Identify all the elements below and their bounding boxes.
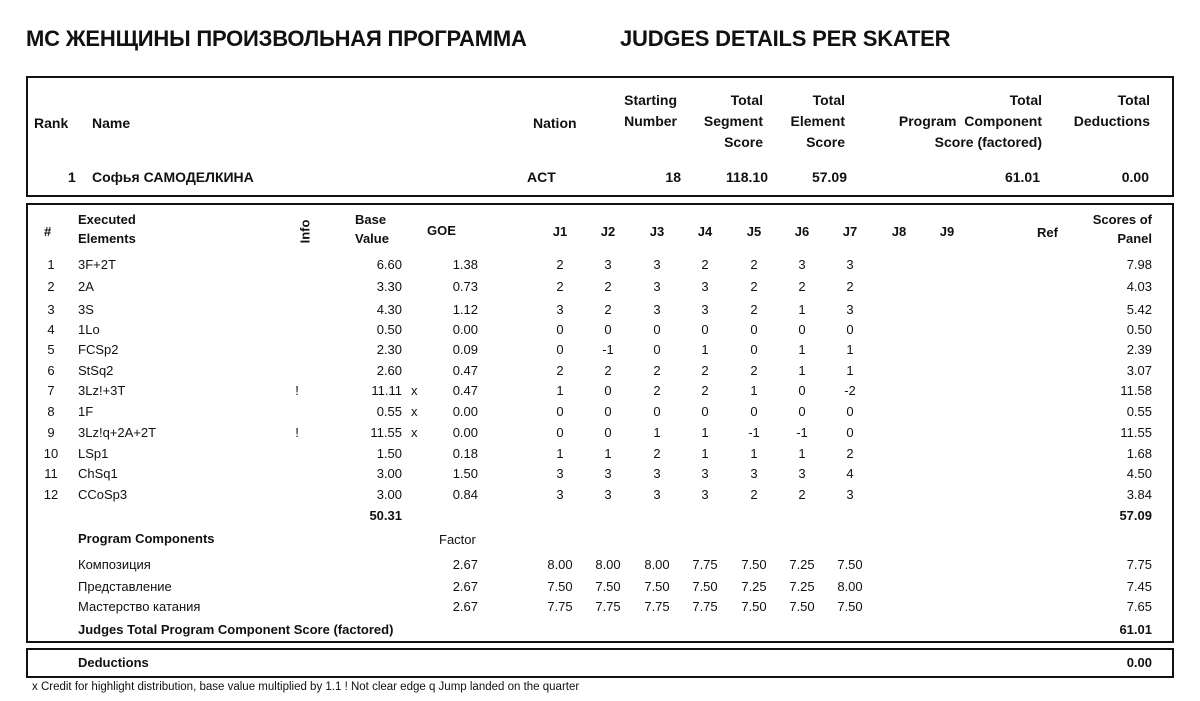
element-bonus-marker: x: [411, 383, 418, 398]
judge-goe-1: 2: [556, 279, 564, 294]
element-panel-score: 11.55: [1120, 425, 1152, 440]
judge-component-2: 7.75: [595, 599, 621, 614]
judge-goe-7: 4: [846, 466, 854, 481]
judge-component-7: 7.50: [837, 599, 863, 614]
factor-label: Factor: [439, 532, 476, 547]
judge-component-4: 7.75: [692, 599, 718, 614]
judge-goe-2: 3: [604, 257, 612, 272]
judge-goe-6: 0: [798, 404, 806, 419]
element-num: 4: [47, 322, 55, 337]
judge-header-1: J1: [552, 224, 568, 239]
judge-goe-4: 3: [701, 279, 709, 294]
element-base-value: 3.00: [376, 466, 402, 481]
judge-goe-3: 2: [653, 446, 661, 461]
judge-goe-7: 1: [846, 342, 854, 357]
judge-header-5: J5: [746, 224, 762, 239]
judge-component-5: 7.50: [741, 557, 767, 572]
element-goe: 0.00: [452, 404, 478, 419]
judge-goe-3: 3: [653, 279, 661, 294]
judge-component-3: 7.50: [644, 579, 670, 594]
judge-goe-2: -1: [602, 342, 614, 357]
judge-component-1: 7.50: [547, 579, 573, 594]
deductions-box: [26, 648, 1174, 678]
num-header: #: [44, 224, 52, 239]
element-base-value: 4.30: [376, 302, 402, 317]
judge-goe-5: 2: [750, 302, 758, 317]
judge-goe-1: 3: [556, 302, 564, 317]
judge-goe-6: 0: [798, 383, 806, 398]
judge-goe-1: 1: [556, 446, 564, 461]
element-bonus-marker: x: [411, 425, 418, 440]
judge-goe-2: 0: [604, 404, 612, 419]
judge-component-5: 7.25: [741, 579, 767, 594]
component-panel-score: 7.45: [1126, 579, 1152, 594]
skater-rank: 1: [68, 169, 76, 185]
element-num: 12: [43, 487, 59, 502]
ref-header: Ref: [1037, 225, 1058, 240]
component-panel-score: 7.75: [1126, 557, 1152, 572]
element-goe: 0.47: [452, 383, 478, 398]
element-base-value: 2.60: [376, 363, 402, 378]
executed-elements-header: Executed Elements: [78, 212, 136, 246]
judge-goe-1: 0: [556, 404, 564, 419]
judge-goe-1: 2: [556, 363, 564, 378]
judge-goe-3: 3: [653, 302, 661, 317]
judge-goe-2: 2: [604, 363, 612, 378]
element-code: 2A: [78, 279, 94, 294]
element-base-value: 3.00: [376, 487, 402, 502]
judge-goe-4: 3: [701, 487, 709, 502]
component-name: Представление: [78, 579, 172, 594]
judge-goe-6: 1: [798, 363, 806, 378]
element-base-value: 6.60: [376, 257, 402, 272]
skater-total-deductions: 0.00: [1121, 169, 1149, 185]
skater-nation: ACT: [527, 169, 556, 185]
judge-goe-3: 2: [653, 363, 661, 378]
starting-number-header: Starting Number: [624, 92, 677, 129]
judge-goe-5: 2: [750, 279, 758, 294]
base-value-header: Base Value: [355, 212, 389, 246]
element-code: 1F: [78, 404, 94, 419]
judge-goe-4: 3: [701, 302, 709, 317]
judge-goe-3: 2: [653, 383, 661, 398]
element-code: 3Lz!+3T: [78, 383, 126, 398]
element-panel-score: 1.68: [1126, 446, 1152, 461]
element-num: 5: [47, 342, 55, 357]
skater-name: Софья САМОДЕЛКИНА: [92, 169, 254, 185]
judge-header-4: J4: [697, 224, 713, 239]
element-panel-score: 0.55: [1126, 404, 1152, 419]
judge-goe-6: 1: [798, 342, 806, 357]
element-goe: 1.12: [452, 302, 478, 317]
element-num: 11: [44, 466, 58, 481]
judge-header-3: J3: [649, 224, 665, 239]
pcs-total-value: 61.01: [1119, 622, 1152, 637]
judge-goe-5: 0: [750, 342, 758, 357]
judge-goe-5: 2: [750, 257, 758, 272]
element-base-value: 1.50: [376, 446, 402, 461]
element-panel-score: 0.50: [1126, 322, 1152, 337]
judge-goe-5: 0: [750, 404, 758, 419]
element-goe: 0.84: [452, 487, 478, 502]
judge-header-6: J6: [794, 224, 810, 239]
element-base-value: 11.55: [370, 425, 402, 440]
judge-goe-5: 1: [750, 446, 758, 461]
judge-goe-7: 0: [846, 404, 854, 419]
goe-header: GOE: [427, 223, 456, 238]
judge-goe-4: 1: [701, 446, 709, 461]
total-pcs-header: Total Program Component Score (factored): [898, 92, 1042, 150]
element-code: FCSp2: [78, 342, 119, 357]
judge-goe-7: 3: [846, 257, 854, 272]
judge-goe-3: 1: [653, 425, 661, 440]
judge-goe-2: 2: [604, 279, 612, 294]
judge-component-2: 7.50: [595, 579, 621, 594]
element-panel-score: 7.98: [1126, 257, 1152, 272]
deductions-label: Deductions: [78, 655, 149, 670]
element-panel-score: 3.84: [1126, 487, 1152, 502]
judge-header-7: J7: [842, 224, 858, 239]
judge-goe-5: 1: [750, 383, 758, 398]
base-value-total: 50.31: [369, 508, 402, 523]
pcs-total-label: Judges Total Program Component Score (factored): [78, 622, 394, 637]
judge-goe-7: 0: [846, 425, 854, 440]
judge-goe-6: -1: [796, 425, 808, 440]
judge-component-4: 7.50: [692, 579, 718, 594]
element-panel-score: 3.07: [1126, 363, 1152, 378]
element-base-value: 0.50: [376, 322, 402, 337]
skater-total-segment-score: 118.10: [725, 169, 768, 185]
element-code: 3S: [78, 302, 94, 317]
element-goe: 0.00: [452, 425, 478, 440]
total-segment-score-header: Total Segment Score: [703, 92, 763, 150]
judge-goe-2: 1: [604, 446, 612, 461]
judge-component-3: 7.75: [644, 599, 670, 614]
skater-total-element-score: 57.09: [811, 169, 847, 185]
judge-goe-3: 0: [653, 404, 661, 419]
judge-goe-6: 0: [798, 322, 806, 337]
skater-starting-number: 18: [665, 169, 681, 185]
element-code: 3F+2T: [78, 257, 116, 272]
judge-component-2: 8.00: [595, 557, 621, 572]
judge-component-6: 7.25: [789, 557, 815, 572]
skater-total-pcs: 61.01: [1004, 169, 1040, 185]
element-info: !: [295, 383, 299, 398]
judge-goe-1: 3: [556, 466, 564, 481]
judge-goe-5: 2: [750, 487, 758, 502]
judge-goe-5: -1: [748, 425, 760, 440]
judge-goe-1: 2: [556, 257, 564, 272]
element-num: 1: [47, 257, 55, 272]
element-base-value: 3.30: [376, 279, 402, 294]
judge-goe-2: 0: [604, 383, 612, 398]
element-panel-score: 4.50: [1126, 466, 1152, 481]
judge-component-1: 8.00: [547, 557, 573, 572]
element-panel-score: 4.03: [1126, 279, 1152, 294]
component-factor: 2.67: [452, 599, 478, 614]
element-bonus-marker: x: [411, 404, 418, 419]
judge-goe-3: 3: [653, 257, 661, 272]
component-name: Мастерство катания: [78, 599, 201, 614]
element-num: 10: [43, 446, 59, 461]
element-code: CCoSp3: [78, 487, 128, 502]
judge-goe-2: 2: [604, 302, 612, 317]
judge-header-9: J9: [939, 224, 955, 239]
judge-goe-2: 3: [604, 466, 612, 481]
panel-total: 57.09: [1119, 508, 1152, 523]
element-code: StSq2: [78, 363, 114, 378]
element-goe: 1.38: [452, 257, 478, 272]
judge-goe-1: 0: [556, 425, 564, 440]
judge-goe-1: 0: [556, 342, 564, 357]
component-factor: 2.67: [452, 579, 478, 594]
element-code: LSp1: [78, 446, 109, 461]
judge-goe-6: 2: [798, 487, 806, 502]
element-base-value: 2.30: [376, 342, 402, 357]
element-goe: 0.73: [452, 279, 478, 294]
judge-component-3: 8.00: [644, 557, 670, 572]
judge-goe-4: 1: [701, 425, 709, 440]
component-panel-score: 7.65: [1126, 599, 1152, 614]
report-title: JUDGES DETAILS PER SKATER: [620, 26, 951, 51]
name-header: Name: [92, 115, 131, 131]
rank-header: Rank: [34, 115, 69, 131]
element-base-value: 0.55: [376, 404, 402, 419]
judge-goe-7: 2: [846, 279, 854, 294]
judge-goe-7: 3: [846, 487, 854, 502]
judge-goe-4: 2: [701, 383, 709, 398]
element-goe: 0.00: [452, 322, 478, 337]
element-panel-score: 5.42: [1126, 302, 1152, 317]
element-panel-score: 11.58: [1120, 383, 1152, 398]
judge-goe-6: 3: [798, 466, 806, 481]
element-code: 1Lo: [78, 322, 100, 337]
judge-component-6: 7.25: [789, 579, 815, 594]
judge-component-4: 7.75: [692, 557, 718, 572]
judge-goe-6: 3: [798, 257, 806, 272]
total-deductions-header: Total Deductions: [1073, 92, 1150, 129]
judge-goe-4: 2: [701, 257, 709, 272]
judge-goe-7: 0: [846, 322, 854, 337]
judge-component-7: 8.00: [837, 579, 863, 594]
element-code: 3Lz!q+2A+2T: [78, 425, 157, 440]
judge-goe-3: 0: [653, 322, 661, 337]
event-title: МС ЖЕНЩИНЫ ПРОИЗВОЛЬНАЯ ПРОГРАММА: [26, 26, 527, 51]
judge-goe-6: 1: [798, 446, 806, 461]
judge-goe-7: 1: [846, 363, 854, 378]
judge-goe-4: 1: [701, 342, 709, 357]
element-num: 9: [47, 425, 55, 440]
element-code: ChSq1: [78, 466, 118, 481]
legend-footnote: x Credit for highlight distribution, base value multiplied by 1.1 ! Not clear edge q Jump landed on the quarter: [32, 681, 580, 693]
element-goe: 1.50: [452, 466, 478, 481]
judge-goe-5: 0: [750, 322, 758, 337]
element-goe: 0.47: [452, 363, 478, 378]
component-factor: 2.67: [452, 557, 478, 572]
element-base-value: 11.11: [371, 383, 402, 398]
element-panel-score: 2.39: [1126, 342, 1152, 357]
nation-header: Nation: [533, 115, 577, 131]
judge-goe-7: -2: [844, 383, 856, 398]
info-header: Info: [297, 219, 313, 244]
judge-header-2: J2: [600, 224, 616, 239]
total-element-score-header: Total Element Score: [790, 92, 845, 150]
judge-goe-1: 1: [556, 383, 564, 398]
component-name: Композиция: [78, 557, 151, 572]
element-num: 2: [47, 279, 55, 294]
judge-goe-6: 1: [798, 302, 806, 317]
judge-goe-3: 3: [653, 487, 661, 502]
judge-goe-4: 3: [701, 466, 709, 481]
element-info: !: [295, 425, 299, 440]
element-num: 8: [47, 404, 55, 419]
judge-component-5: 7.50: [741, 599, 767, 614]
element-num: 7: [47, 383, 55, 398]
judge-goe-1: 3: [556, 487, 564, 502]
judge-goe-3: 0: [653, 342, 661, 357]
judge-goe-4: 0: [701, 322, 709, 337]
judge-goe-4: 2: [701, 363, 709, 378]
judge-goe-2: 3: [604, 487, 612, 502]
element-num: 3: [47, 302, 55, 317]
judge-goe-2: 0: [604, 425, 612, 440]
judge-goe-6: 2: [798, 279, 806, 294]
element-goe: 0.18: [452, 446, 478, 461]
judge-goe-5: 3: [750, 466, 758, 481]
element-goe: 0.09: [452, 342, 478, 357]
judge-header-8: J8: [891, 224, 907, 239]
program-components-label: Program Components: [78, 531, 215, 546]
judge-goe-7: 3: [846, 302, 854, 317]
judge-goe-4: 0: [701, 404, 709, 419]
judge-component-7: 7.50: [837, 557, 863, 572]
judge-goe-1: 0: [556, 322, 564, 337]
deductions-value: 0.00: [1126, 655, 1152, 670]
element-num: 6: [47, 363, 55, 378]
judge-component-6: 7.50: [789, 599, 815, 614]
judge-goe-3: 3: [653, 466, 661, 481]
judge-goe-5: 2: [750, 363, 758, 378]
judge-goe-2: 0: [604, 322, 612, 337]
judge-goe-7: 2: [846, 446, 854, 461]
scores-of-panel-header: Scores of Panel: [1092, 212, 1152, 246]
judge-component-1: 7.75: [547, 599, 573, 614]
